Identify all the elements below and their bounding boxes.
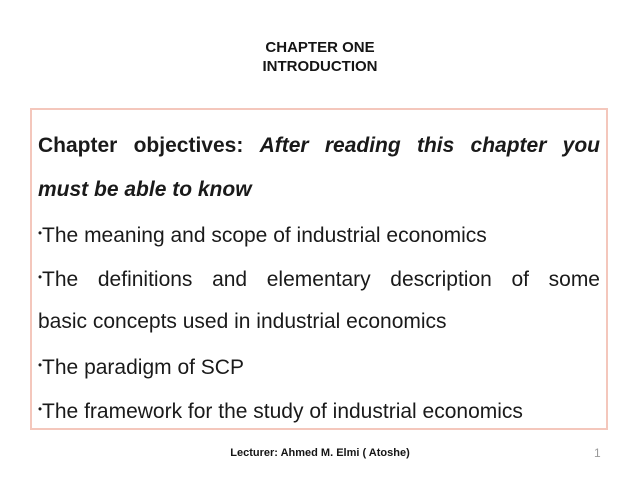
objective-bullet-4-text: The framework for the study of industrial economics: [42, 399, 523, 423]
objective-bullet-3-text: The paradigm of SCP: [42, 355, 244, 379]
bullet-icon: •: [38, 272, 43, 284]
page-number: 1: [594, 446, 601, 460]
objectives-intro-bold: Chapter objectives:: [38, 134, 244, 157]
bullet-icon: •: [38, 360, 43, 372]
objectives-intro-italic: After reading this chapter you: [259, 134, 600, 157]
objective-bullet-2-text-line1: The definitions and elementary description of some: [42, 267, 600, 291]
objective-bullet-1: [38, 212, 600, 256]
objectives-box: [30, 108, 608, 430]
objective-bullet-2-line1: [38, 256, 600, 300]
slide-title-line2: INTRODUCTION: [262, 58, 378, 75]
objective-bullet-1-text: The meaning and scope of industrial economics: [42, 223, 487, 247]
bullet-icon: •: [38, 228, 43, 240]
objective-bullet-4: [38, 388, 600, 430]
objective-bullet-2-line2: [38, 300, 600, 344]
objectives-intro-line1: [38, 124, 600, 168]
bullet-icon: •: [38, 404, 43, 416]
slide-title-line1: CHAPTER ONE: [265, 39, 375, 56]
objective-bullet-2-text-line2: basic concepts used in industrial economics: [38, 310, 447, 333]
objective-bullet-3: [38, 344, 600, 388]
objectives-intro-line2: must be able to know: [38, 178, 252, 201]
slide-title: [0, 38, 640, 76]
footer-lecturer: Lecturer: Ahmed M. Elmi ( Atoshe): [230, 447, 410, 459]
